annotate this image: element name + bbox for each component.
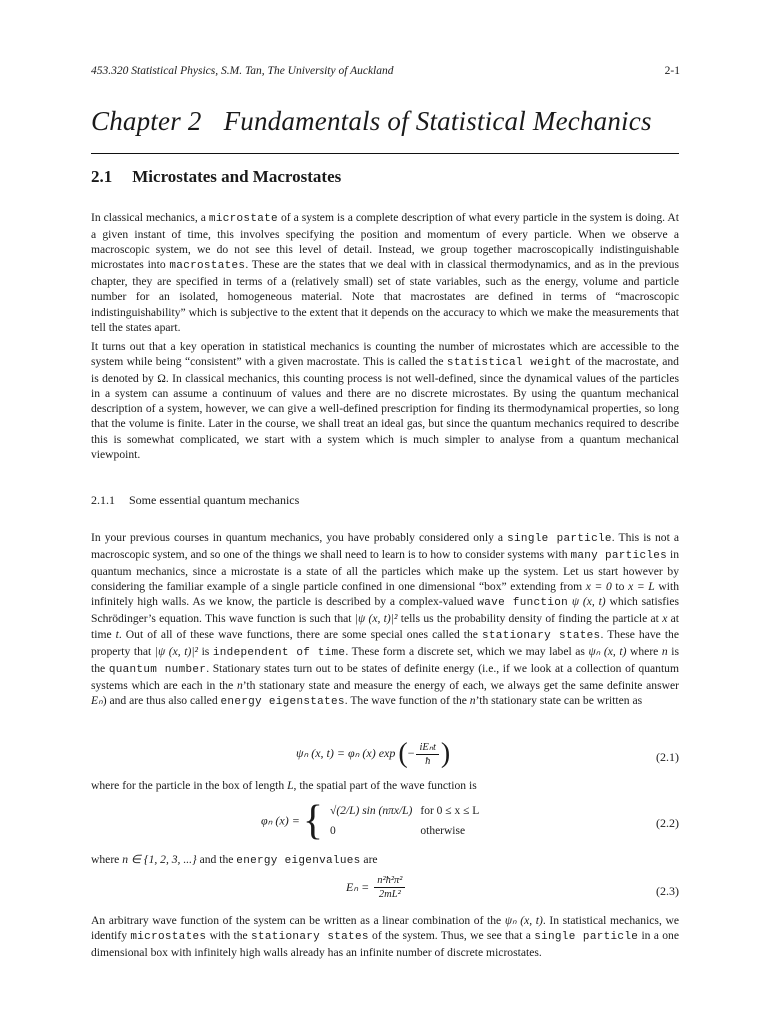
equation-2-2-body: φₙ (x) = { √(2/L) sin (nπx/L) for 0 ≤ x ≤ L 0 otherwise <box>261 798 480 844</box>
chapter-rule <box>91 153 679 154</box>
paragraph-6: An arbitrary wave function of the system can be written as a linear combination of the ψₙ (x, t). In statistical mechanics, we identify microstates with the stationary states of the system. Thus, we see that a single particle in a one dimensional box with infinitely high walls already has an infinite number of discrete microstates. <box>91 914 679 960</box>
term-quantum-number: quantum number <box>108 663 207 676</box>
subsection-name: Some essential quantum mechanics <box>129 493 300 507</box>
running-title: 453.320 Statistical Physics, S.M. Tan, The University of Auckland <box>91 65 394 77</box>
paragraph-4: where for the particle in the box of length L, the spatial part of the wave function is <box>91 779 477 792</box>
term-stationary-states-2: stationary states <box>251 931 369 944</box>
term-macrostates: macrostates <box>169 260 246 273</box>
paragraph-1: In classical mechanics, a microstate of a system is a complete description of what every particle in the system is doing. At a given instant of time, this involves specifying the position and momentum of every particle. When we observe a macroscopic system, we do not see this level of detail. Instead, we group together macroscopically indistinguishable microstates into macrostates. These are the states that we deal with in classical thermodynamics, and as in the previous chapter, they are specified in terms of a (relatively small) set of state variables, such as the energy, volume and particle number for an isolated, homogeneous material. Note that macrostates are defined in terms of “macroscopic indistinguishability” which is subjective to the extent that it depends on the accuracy to which we make the measurements that tell the states apart. <box>91 211 679 334</box>
term-wave-function: wave function <box>477 597 568 610</box>
section-number: 2.1 <box>91 167 113 186</box>
subsection-number: 2.1.1 <box>91 493 115 507</box>
equation-2-3-label: (2.3) <box>656 884 679 898</box>
term-many-particles: many particles <box>570 550 668 563</box>
running-header <box>91 65 680 77</box>
equation-2-3-body: Eₙ = $\frac{\text{n²ħ²π²}}{\text{2mL²}}$ <box>346 874 407 901</box>
equation-2-1-body: ψₙ (x, t) = φₙ (x) exp (− $\frac{\text{iEₙt}}{ħ}$ ) <box>296 738 451 769</box>
equation-2-1 <box>91 738 679 778</box>
paragraph-3: In your previous courses in quantum mechanics, you have probably considered only a single particle. This is not a macroscopic system, and so one of the things we shall need to learn is to how to consider systems with many particles in quantum mechanics, since a microstate is a state of all the particles which make up the system. Let us start however by considering the familiar example of a single particle confined in one dimensional “box” extending from x = 0 to x = L with infinitely high walls. As we know, the particle is described by a complex-valued wave function ψ (x, t) which satisfies Schrödinger’s equation. This wave function is such that |ψ (x, t)|² tells us the probability density of finding the particle at x at time t. Out of all of these wave functions, there are some special ones called the stationary states. These have the property that |ψ (x, t)|² is independent of time. These form a discrete set, which we may label as ψₙ (x, t) where n is the quantum number. Stationary states turn out to be states of definite energy (i.e., if we look at a collection of quantum systems which are each in the n’th stationary state and measure the energy of each, we always get the same definite answer Eₙ) and are thus also called energy eigenstates. The wave function of the n’th stationary state can be written as <box>91 531 680 708</box>
chapter-title <box>91 106 691 137</box>
equation-2-3 <box>91 872 679 908</box>
section-heading <box>91 167 341 187</box>
term-energy-eigenvalues: energy eigenvalues <box>236 855 361 867</box>
section-name: Microstates and Macrostates <box>132 167 342 186</box>
chapter-number: Chapter 2 <box>91 106 202 136</box>
equation-2-1-label: (2.1) <box>656 750 679 764</box>
equation-2-2 <box>91 800 679 846</box>
page-number: 2-1 <box>664 65 680 77</box>
paragraph-2: It turns out that a key operation in statistical mechanics is counting the number of microstates which are accessible to the system while being “consistent” with a given macrostate. This is called the statistical weight of the macrostate, and is denoted by Ω. In classical mechanics, this counting process is not well-defined, since the dynamical values of the particles in a system can assume a continuum of values and there are no discrete microstates. By using the quantum mechanical description of a system, however, we can give a well-defined prescription for finding its thermodynamical properties, so long that the volume is finite. Later in the course, we shall treat an ideal gas, but since the quantum mechanics required to describe this is somewhat complicated, we start with a system which is much simpler to analyse from a quantum mechanical viewpoint. <box>91 340 679 461</box>
chapter-name: Fundamentals of Statistical Mechanics <box>223 106 652 136</box>
paragraph-5: where n ∈ {1, 2, 3, ...} and the energy eigenvalues are <box>91 853 378 867</box>
term-independent-of-time: independent of time <box>212 646 346 659</box>
term-microstates: microstates <box>130 931 207 944</box>
term-single-particle: single particle <box>507 533 612 545</box>
term-microstate: microstate <box>208 213 278 225</box>
subsection-heading <box>91 493 299 508</box>
term-stationary-states: stationary states <box>482 629 601 642</box>
term-statistical-weight: statistical weight <box>446 357 572 370</box>
term-energy-eigenstates: energy eigenstates <box>220 695 345 708</box>
equation-2-2-label: (2.2) <box>656 816 679 830</box>
term-single-particle-2: single particle <box>534 931 639 944</box>
